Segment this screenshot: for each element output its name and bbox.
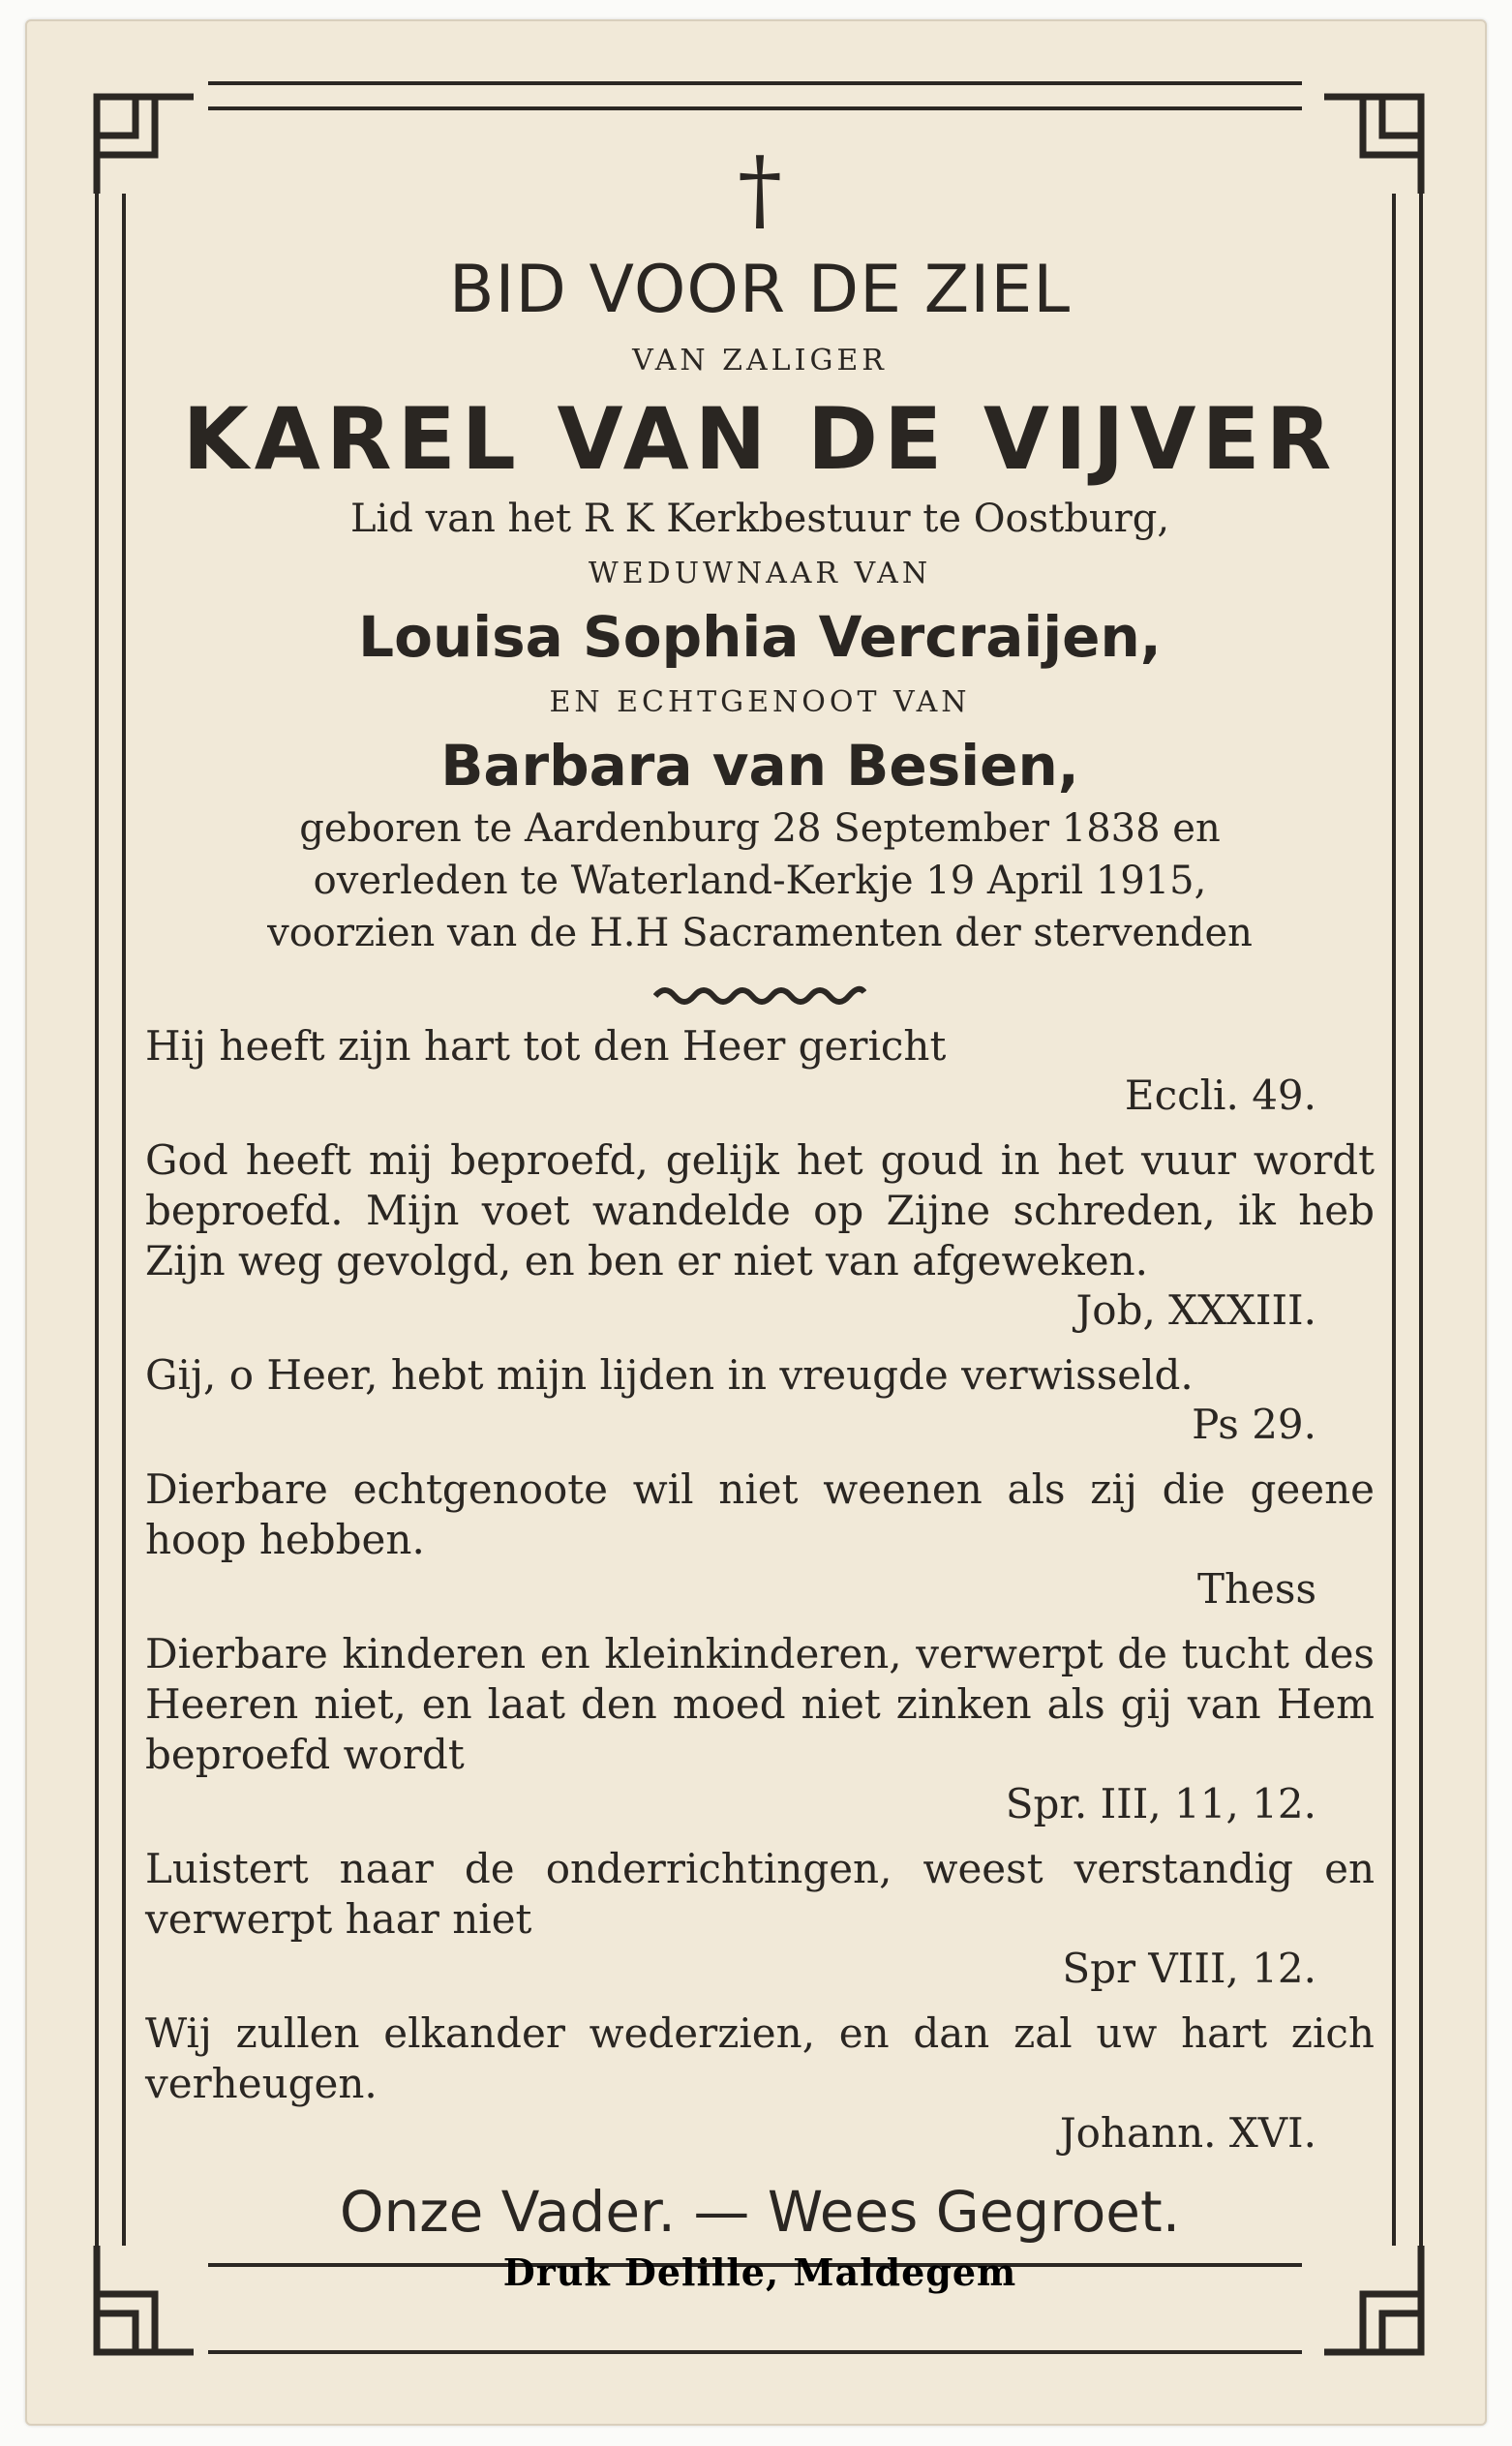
- born-line: geboren te Aardenburg 28 September 1838 en: [299, 806, 1221, 851]
- verse-reference: Eccli. 49.: [1124, 1072, 1316, 1119]
- verse-reference: Johann. XVI.: [1059, 2109, 1316, 2157]
- died-line: overleden te Waterland-Kerkje 19 April 1915,: [313, 859, 1207, 903]
- verse-text: Dierbare echtgenoote wil niet weenen als zij die geene hoop hebben.: [145, 1465, 1375, 1563]
- verse-text: God heeft mij beproefd, gelijk het goud in het vuur wordt beproefd. Mijn voet wandelde op Zijne schreden, ik heb Zijn weg gevolgd, en ben er niet van afgeweken.: [145, 1136, 1375, 1284]
- printer-credit: Druk Delille, Maldegem: [502, 2250, 1017, 2294]
- van-zaliger: VAN ZALIGER: [632, 344, 888, 377]
- heading: BID VOOR DE ZIEL: [448, 252, 1072, 328]
- widower-of: WEDUWNAAR VAN: [588, 557, 932, 590]
- husband-of: EN ECHTGENOOT VAN: [549, 685, 971, 719]
- verse-block: [145, 1021, 1375, 2158]
- verse-reference: Spr VIII, 12.: [1062, 1945, 1316, 1992]
- cross-icon: †: [738, 137, 782, 241]
- verse-reference: Spr. III, 11, 12.: [1005, 1780, 1316, 1827]
- verse-text: Gij, o Heer, hebt mijn lijden in vreugde verwisseld.: [145, 1351, 1194, 1399]
- card-text: [145, 116, 1375, 2245]
- verse-reference: Job, XXXIII.: [1075, 1286, 1316, 1334]
- first-wife-name: Louisa Sophia Vercraijen,: [358, 604, 1162, 670]
- deceased-name: KAREL VAN DE VIJVER: [182, 389, 1338, 489]
- verse-text: Wij zullen elkander wederzien, en dan zal uw hart zich verheugen.: [145, 2009, 1375, 2107]
- verse-text: Luistert naar de onderrichtingen, weest verstandig en verwerpt haar niet: [145, 1845, 1375, 1943]
- wave-divider: [653, 981, 866, 1006]
- second-wife-name: Barbara van Besien,: [440, 733, 1079, 799]
- closing-prayer: Onze Vader. — Wees Gegroet.: [339, 2179, 1181, 2245]
- verse-text: Dierbare kinderen en kleinkinderen, verwerpt de tucht des Heeren niet, en laat den moed niet zinken als gij van Hem beproefd wordt: [145, 1630, 1375, 1778]
- verse-reference: Thess: [1196, 1565, 1316, 1613]
- role-line: Lid van het R K Kerkbestuur te Oostburg,: [349, 497, 1170, 541]
- verse-text: Hij heeft zijn hart tot den Heer gericht: [145, 1022, 947, 1070]
- sacraments-line: voorzien van de H.H Sacramenten der stervenden: [267, 911, 1253, 955]
- verse-reference: Ps 29.: [1192, 1401, 1316, 1448]
